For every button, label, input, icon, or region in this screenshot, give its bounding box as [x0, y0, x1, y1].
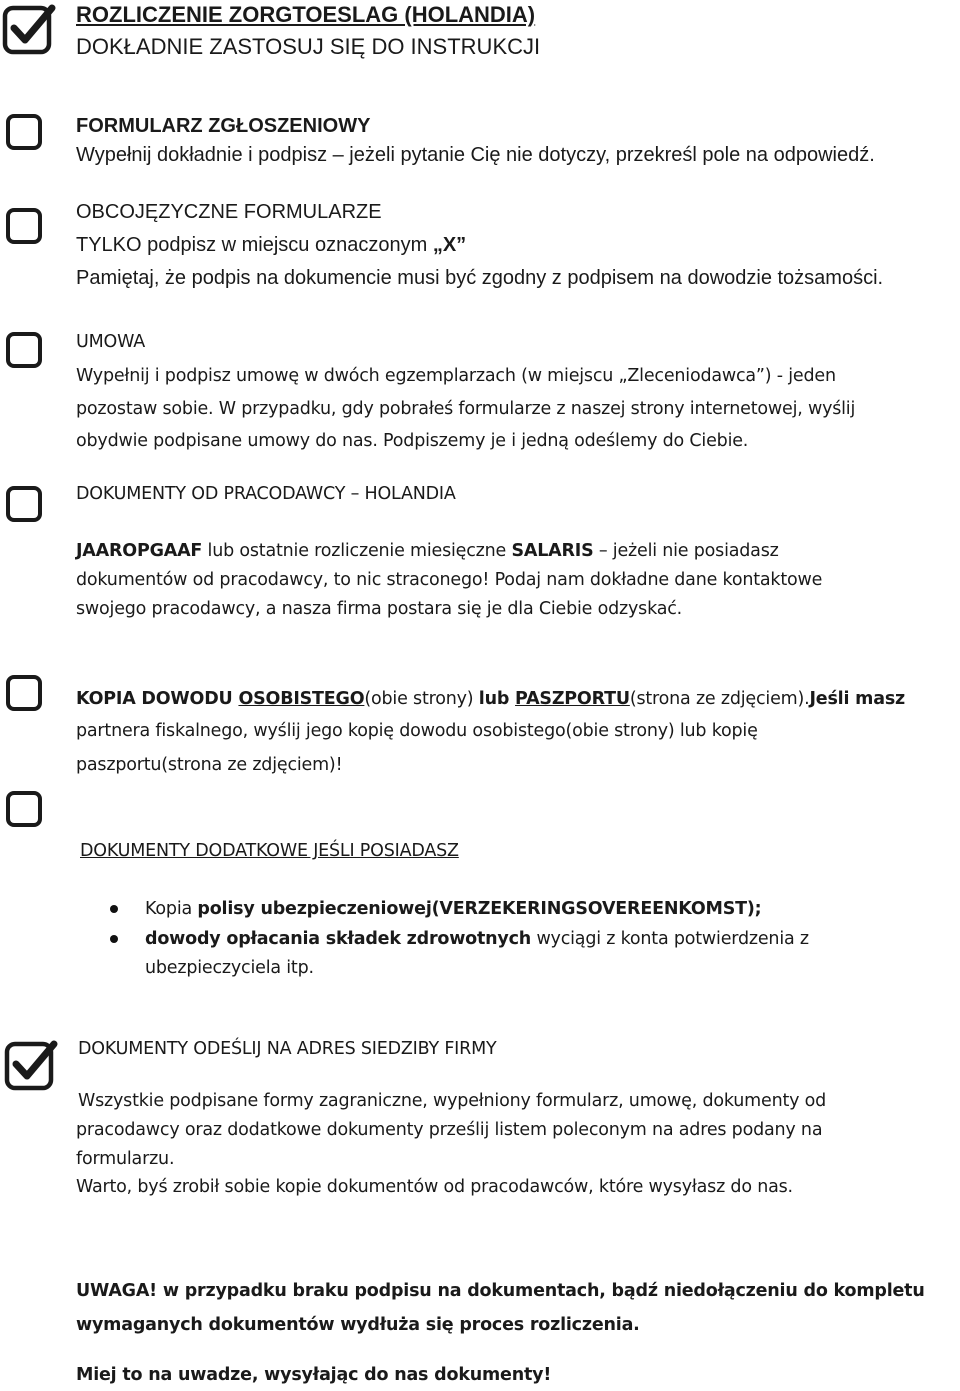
section-text: Pamiętaj, że podpis na dokumencie musi być zgodny z podpisem na dowodzie tożsamości. — [76, 267, 884, 289]
section-text: Wypełnij dokładnie i podpisz – jeżeli pytanie Cię nie dotyczy, przekreśl pole na odpowiedź. — [76, 144, 875, 166]
warning-text: Miej to na uwadze, wysyłając do nas dokumenty! — [76, 1365, 552, 1385]
checkbox-icon — [6, 675, 42, 711]
warning-text: UWAGA! w przypadku braku podpisu na dokumentach, bądź niedołączeniu do kompletu — [76, 1281, 925, 1301]
section-text: Wszystkie podpisane formy zagraniczne, wypełniony formularz, umowę, dokumenty od — [78, 1091, 827, 1111]
section-text: partnera fiskalnego, wyślij jego kopię dowodu osobistego(obie strony) lub kopię — [76, 721, 758, 741]
bullet-icon — [110, 905, 118, 913]
section-text: Wypełnij i podpisz umowę w dwóch egzemplarzach (w miejscu „Zleceniodawca”) - jeden — [76, 366, 836, 386]
section-title: DOKUMENTY OD PRACODAWCY – HOLANDIA — [76, 484, 456, 504]
section-text: pozostaw sobie. W przypadku, gdy pobrałeś formularze z naszej strony internetowej, wyślij — [76, 399, 856, 419]
section-text: swojego pracodawcy, a nasza firma postara się je dla Ciebie odzyskać. — [76, 599, 682, 619]
section-text: TYLKO podpisz w miejscu oznaczonym „X” — [76, 234, 467, 256]
checkbox-icon — [6, 114, 42, 150]
section-title: DOKUMENTY ODEŚLIJ NA ADRES SIEDZIBY FIRMY — [78, 1039, 497, 1059]
checked-checkbox-icon — [4, 1038, 58, 1092]
section-text: KOPIA DOWODU OSOBISTEGO(obie strony) lub PASZPORTU(strona ze zdjęciem).Jeśli masz — [76, 689, 906, 709]
page-subtitle: DOKŁADNIE ZASTOSUJ SIĘ DO INSTRUKCJI — [76, 34, 541, 59]
section-title: OBCOJĘZYCZNE FORMULARZE — [76, 201, 382, 223]
list-item: ubezpieczyciela itp. — [145, 958, 314, 978]
page-title: ROZLICZENIE ZORGTOESLAG (HOLANDIA) — [76, 2, 536, 27]
section-title: FORMULARZ ZGŁOSZENIOWY — [76, 115, 371, 137]
checkbox-icon — [6, 208, 42, 244]
section-text: paszportu(strona ze zdjęciem)! — [76, 755, 343, 775]
checked-checkbox-icon — [2, 2, 56, 56]
checkbox-icon — [6, 332, 42, 368]
section-title: UMOWA — [76, 332, 146, 352]
list-item: dowody opłacania składek zdrowotnych wyciągi z konta potwierdzenia z — [145, 929, 809, 949]
warning-text: wymaganych dokumentów wydłuża się proces rozliczenia. — [76, 1315, 640, 1335]
list-item: Kopia polisy ubezpieczeniowej(VERZEKERINGSOVEREENKOMST); — [145, 899, 762, 919]
checkbox-icon — [6, 791, 42, 827]
section-text: formularzu. — [76, 1149, 175, 1169]
checkbox-icon — [6, 486, 42, 522]
section-text: Warto, byś zrobił sobie kopie dokumentów od pracodawców, które wysyłasz do nas. — [76, 1177, 793, 1197]
section-text: JAAROPGAAF lub ostatnie rozliczenie miesięczne SALARIS – jeżeli nie posiadasz — [76, 541, 779, 561]
section-text: pracodawcy oraz dodatkowe dokumenty prześlij listem poleconym na adres podany na — [76, 1120, 823, 1140]
bullet-icon — [110, 935, 118, 943]
section-title: DOKUMENTY DODATKOWE JEŚLI POSIADASZ — [80, 841, 459, 861]
section-text: obydwie podpisane umowy do nas. Podpiszemy je i jedną odeślemy do Ciebie. — [76, 431, 749, 451]
section-text: dokumentów od pracodawcy, to nic straconego! Podaj nam dokładne dane kontaktowe — [76, 570, 823, 590]
